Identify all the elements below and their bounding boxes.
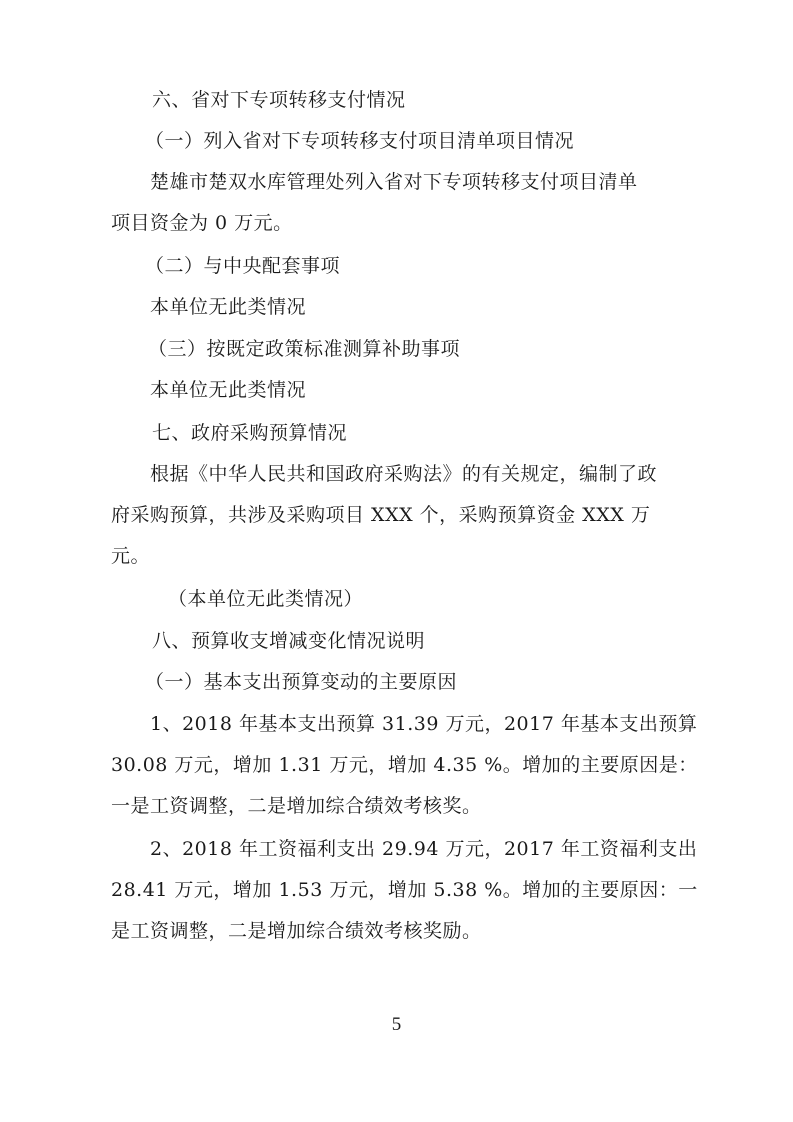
section-6-3-body: 本单位无此类情况 [150, 379, 307, 401]
section-8-1-heading: （一）基本支出预算变动的主要原因 [145, 671, 458, 693]
section-7-body-line1: 根据《中华人民共和国政府采购法》的有关规定，编制了政 [150, 463, 658, 485]
section-6-1-body-line2: 项目资金为 0 万元。 [111, 212, 293, 234]
section-7-note: （本单位无此类情况） [168, 588, 364, 610]
section-6-1-body-line1: 楚雄市楚双水库管理处列入省对下专项转移支付项目清单 [150, 171, 638, 193]
section-7-body-line3: 元。 [111, 545, 151, 567]
section-8-1-p2-line2: 28.41 万元，增加 1.53 万元，增加 5.38 %。增加的主要原因：一 [111, 879, 698, 901]
section-7-body-line2: 府采购预算，共涉及采购项目 XXX 个，采购预算资金 XXX 万 [111, 504, 651, 526]
section-8-1-p1-line3: 一是工资调整，二是增加综合绩效考核奖。 [111, 795, 482, 817]
section-6-2-heading: （二）与中央配套事项 [145, 255, 341, 277]
section-8-1-p2-line1: 2、2018 年工资福利支出 29.94 万元，2017 年工资福利支出 [150, 838, 698, 860]
section-6-2-body: 本单位无此类情况 [150, 296, 307, 318]
page-number: 5 [391, 1014, 402, 1035]
section-6-3-heading: （三）按既定政策标准测算补助事项 [148, 338, 461, 360]
section-8-heading: 八、预算收支增减变化情况说明 [152, 630, 426, 652]
section-6-1-heading: （一）列入省对下专项转移支付项目清单项目情况 [145, 130, 575, 152]
section-8-1-p1-line2: 30.08 万元，增加 1.31 万元，增加 4.35 %。增加的主要原因是： [111, 754, 698, 776]
section-7-heading: 七、政府采购预算情况 [152, 422, 348, 444]
section-8-1-p1-line1: 1、2018 年基本支出预算 31.39 万元，2017 年基本支出预算 [150, 713, 698, 735]
section-6-heading: 六、省对下专项转移支付情况 [152, 89, 406, 111]
section-8-1-p2-line3: 是工资调整，二是增加综合绩效考核奖励。 [111, 920, 482, 942]
